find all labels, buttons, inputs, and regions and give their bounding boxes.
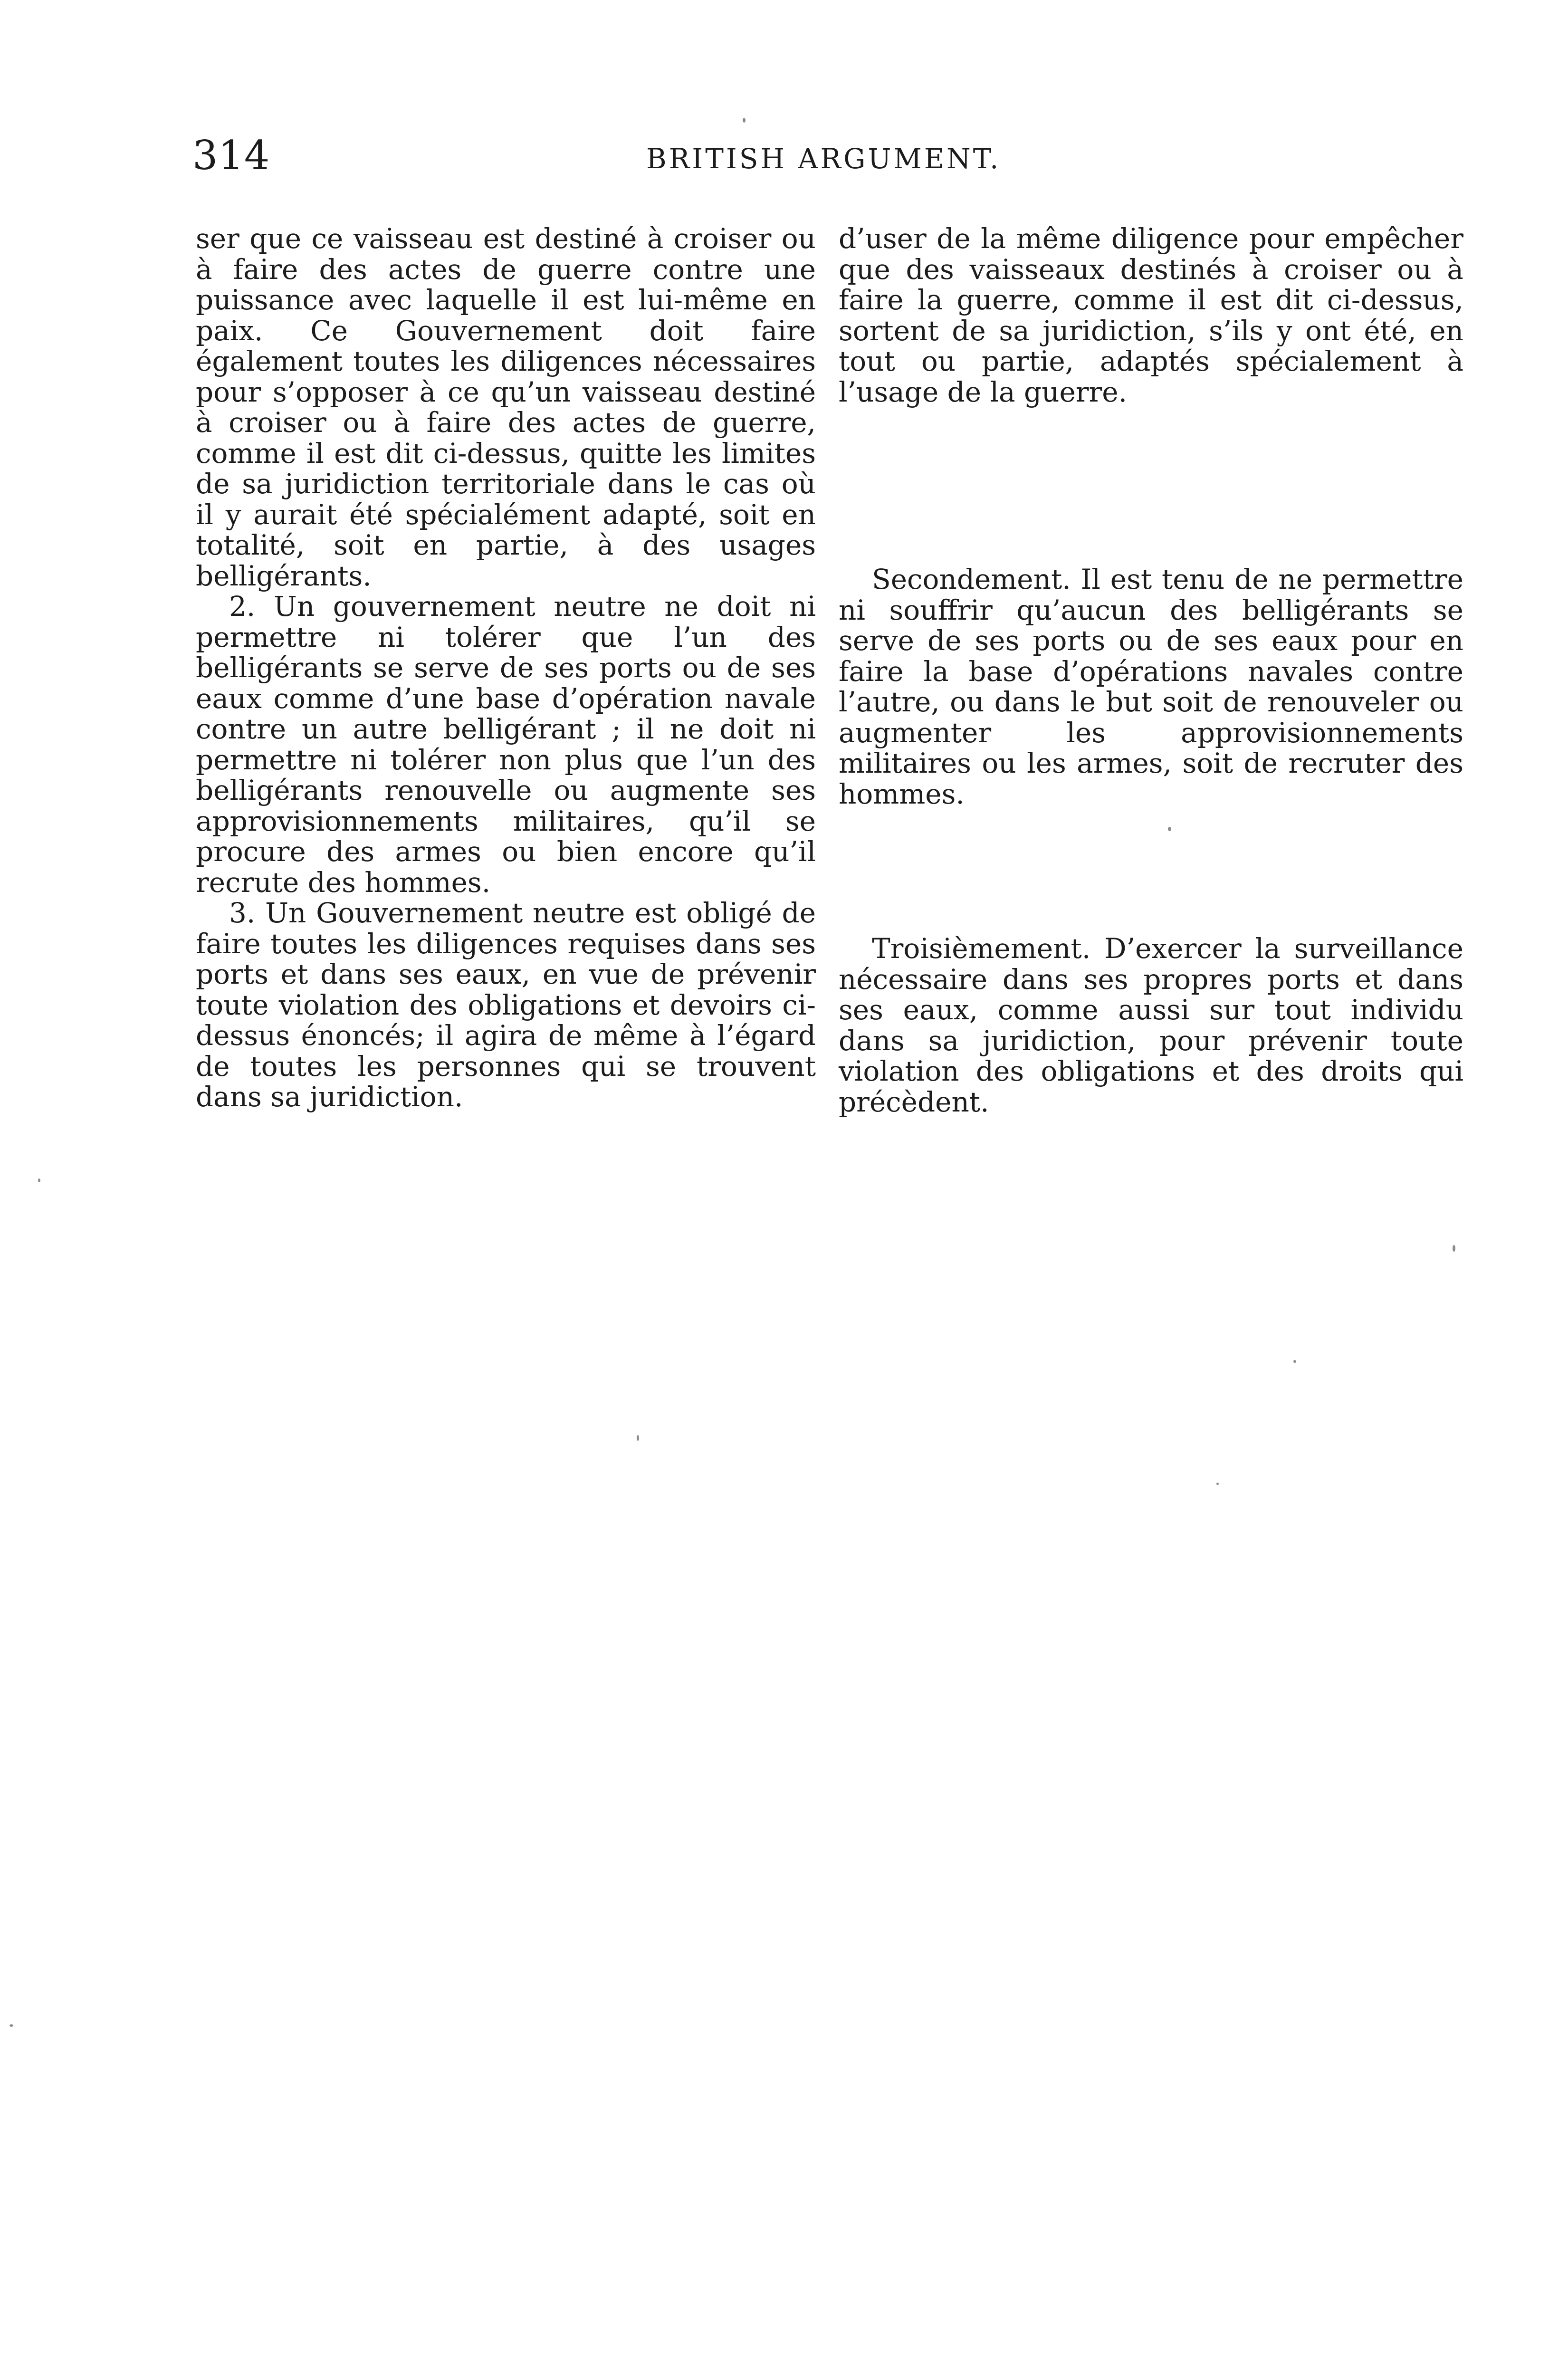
left-paragraph-3: 3. Un Gouvernement neutre est obligé de faire toutes les diligences requises dans ses ports et dans ses eaux, en vue de prévenir toute violation des obligations et devoirs ci-dessus énoncés; il agira de même à l’égard de toutes les personnes qui se trouvent dans sa juridiction. <box>196 897 816 1113</box>
left-paragraph-1: ser que ce vaisseau est destiné à croiser ou à faire des actes de guerre contre une puissance avec laquelle il est lui-même en paix. Ce Gouvernement doit faire également toutes les diligences nécessaires pour s’opposer à ce qu’un vaisseau destiné à croiser ou à faire des actes de guerre, comme il est dit ci-dessus, quitte les limites de sa juridiction territoriale dans le cas où il y aurait été spécialément adapté, soit en totalité, soit en partie, à des usages belligérants. <box>196 222 816 592</box>
scan-speck <box>1216 1483 1219 1485</box>
scan-speck <box>637 1435 639 1441</box>
scan-speck <box>1168 827 1171 831</box>
left-column-french-text <box>196 223 816 1112</box>
running-title: BRITISH ARGUMENT. <box>646 143 1001 175</box>
running-head <box>192 132 1043 192</box>
right-paragraph-3: Troisièmement. D’exercer la surveillance nécessaire dans ses propres ports et dans ses eaux, comme aussi sur tout individu dans sa juridiction, pour prévenir toute violation des obligations et des droits qui précèdent. <box>839 932 1463 1118</box>
right-column-french-text <box>839 223 1463 1117</box>
left-paragraph-2: 2. Un gouvernement neutre ne doit ni permettre ni tolérer que l’un des belligérants se serve de ses ports ou de ses eaux comme d’une base d’opération navale contre un autre belligérant ; il ne doit ni permettre ni tolérer non plus que l’un des belligérants renouvelle ou augmente ses approvisionnements militaires, qu’il se procure des armes ou bien encore qu’il recrute des hommes. <box>196 590 816 899</box>
scan-speck <box>1293 1360 1296 1363</box>
right-paragraph-1: d’user de la même diligence pour empêcher que des vaisseaux destinés à croiser ou à faire la guerre, comme il est dit ci-dessus, sortent de sa juridiction, s’ils y ont été, en tout ou partie, adaptés spécialement à l’usage de la guerre. <box>839 222 1463 408</box>
column-spacer <box>839 809 1463 933</box>
scan-speck <box>10 2024 13 2027</box>
right-paragraph-2: Secondement. Il est tenu de ne permettre ni souffrir qu’aucun des belligérants se serve de ses ports ou de ses eaux pour en faire la base d’opérations navales contre l’autre, ou dans le but soit de renouveler ou augmenter les approvisionnements militaires ou les armes, soit de recruter des hommes. <box>839 563 1463 810</box>
scan-speck <box>1453 1245 1455 1252</box>
column-spacer <box>839 407 1463 564</box>
scan-speck <box>38 1178 40 1182</box>
page-number: 314 <box>192 132 270 179</box>
scan-speck <box>743 118 746 123</box>
